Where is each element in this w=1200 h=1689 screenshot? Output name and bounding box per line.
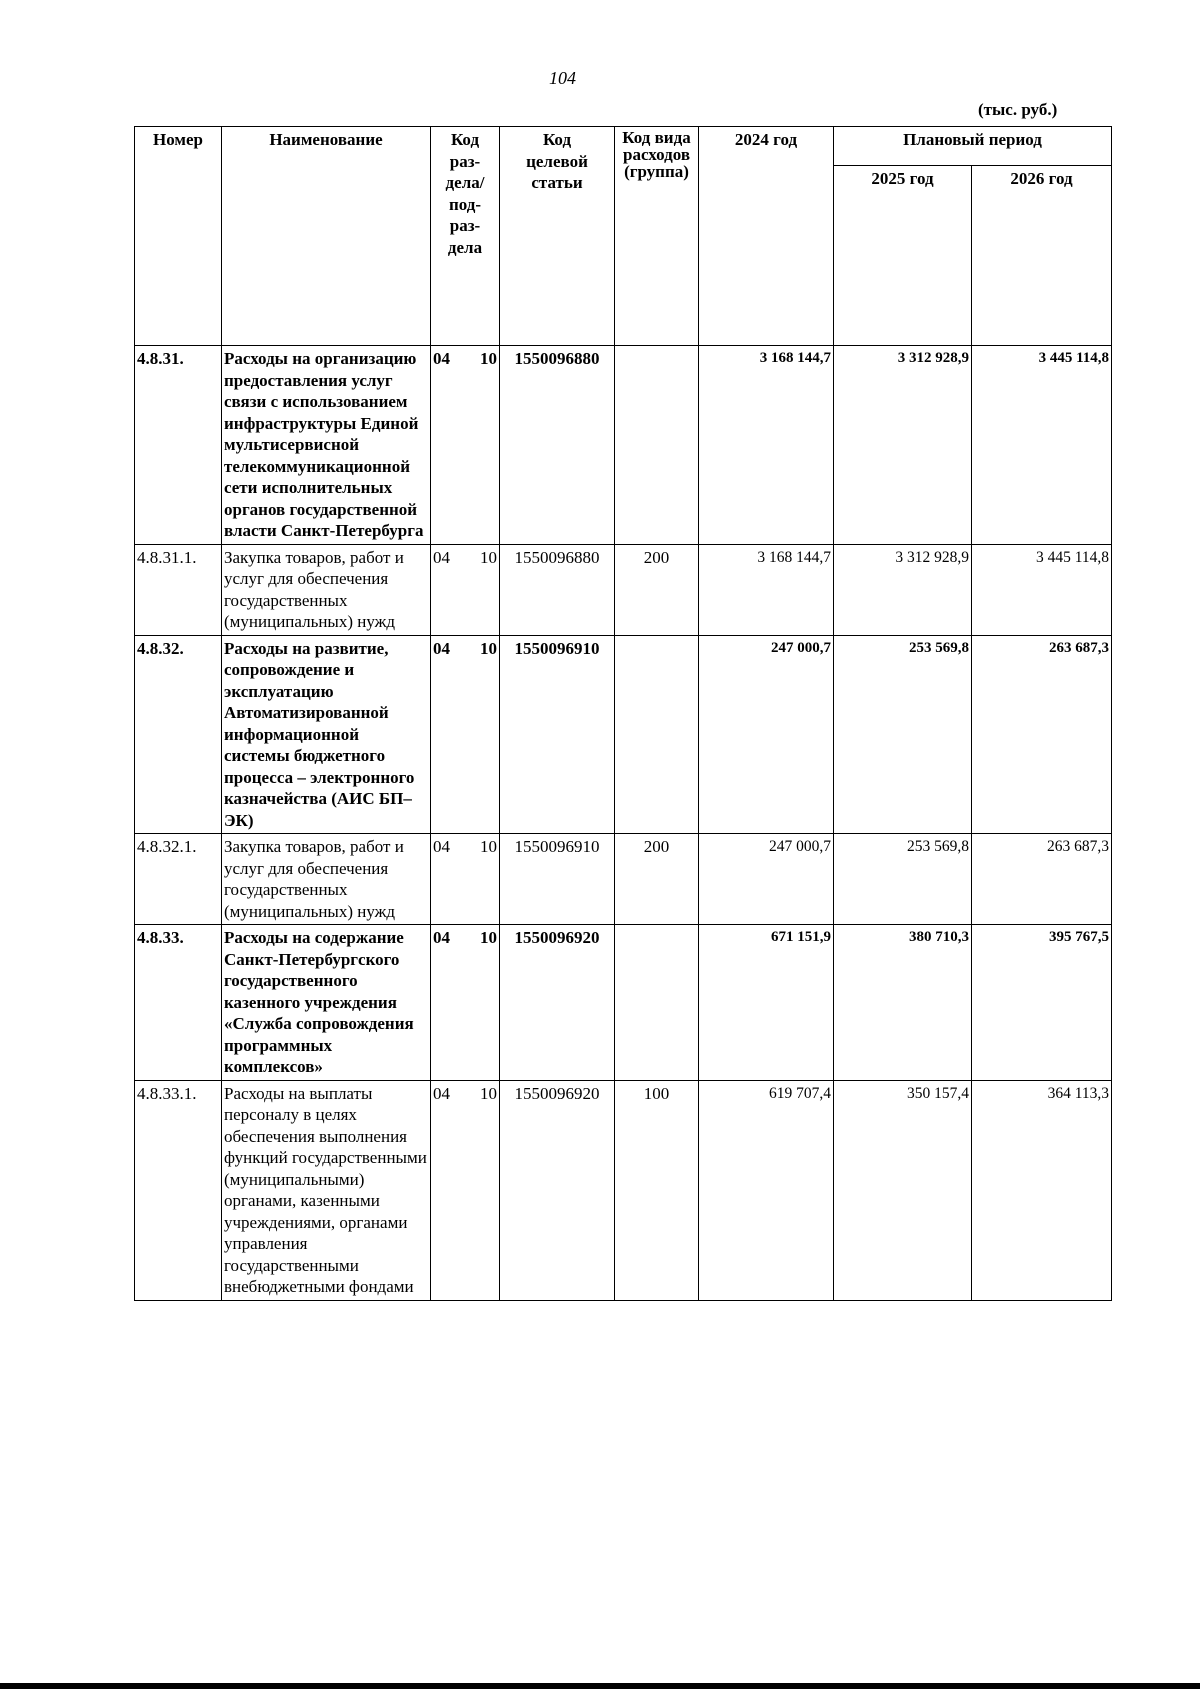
row-section [431,925,500,1081]
row-expense-type [615,346,699,545]
section-code: 04 [433,837,450,856]
row-number: 4.8.31.1. [135,544,222,635]
row-amount-2026: 3 445 114,8 [972,346,1112,545]
row-amount-2025: 350 157,4 [834,1080,972,1300]
subsection-code: 10 [480,837,497,856]
header-target: Код целевой статьи [500,127,615,346]
budget-table [134,126,1112,1301]
row-name: Расходы на организацию предоставления услуг связи с использованием инфраструктуры Единой мультисервисной телекоммуникационной сети исполнительных органов государственной власти Санкт-Петербурга [222,346,431,545]
row-amount-2026: 364 113,3 [972,1080,1112,1300]
section-code: 04 [433,638,450,658]
row-amount-2024: 3 168 144,7 [699,346,834,545]
header-section: Код раз- дела/ под- раз- дела [431,127,500,346]
row-section [431,834,500,925]
section-code: 04 [433,547,450,567]
row-target-code: 1550096880 [500,544,615,635]
row-amount-2024: 3 168 144,7 [699,544,834,635]
row-name: Закупка товаров, работ и услуг для обеспечения государственных (муниципальных) нужд [222,834,431,925]
row-section [431,544,500,635]
unit-label: (тыс. руб.) [978,100,1058,119]
row-expense-type: 200 [615,834,699,925]
header-expense-type: Код вида расходов (группа) [615,127,699,346]
row-amount-2024: 247 000,7 [699,834,834,925]
row-amount-2025: 3 312 928,9 [834,346,972,545]
section-code: 04 [433,349,450,368]
row-amount-2024: 619 707,4 [699,1080,834,1300]
row-name: Расходы на развитие, сопровождение и эксплуатацию Автоматизированной информационной системы бюджетного процесса – электронного казначейства (АИС БП–ЭК) [222,635,431,834]
row-number: 4.8.32. [135,635,222,834]
row-section [431,635,500,834]
row-target-code: 1550096910 [500,635,615,834]
row-amount-2025: 380 710,3 [834,925,972,1081]
row-number: 4.8.33. [135,925,222,1081]
header-name: Наименование [222,127,431,346]
row-number: 4.8.33.1. [135,1080,222,1300]
row-target-code: 1550096920 [500,925,615,1081]
header-year-2024: 2024 год [699,127,834,346]
row-amount-2026: 263 687,3 [972,834,1112,925]
subsection-code: 10 [480,638,497,658]
table-row [135,544,1112,635]
table-row [135,346,1112,545]
row-section [431,1080,500,1300]
row-amount-2026: 263 687,3 [972,635,1112,834]
subsection-code: 10 [480,1083,497,1103]
row-amount-2024: 247 000,7 [699,635,834,834]
row-section [431,346,500,545]
row-amount-2024: 671 151,9 [699,925,834,1081]
row-amount-2025: 253 569,8 [834,635,972,834]
header-planning-period: Плановый период [834,127,1112,166]
row-expense-type: 100 [615,1080,699,1300]
table-row [135,925,1112,1081]
section-code: 04 [433,928,450,947]
row-expense-type [615,925,699,1081]
row-target-code: 1550096880 [500,346,615,545]
row-number: 4.8.32.1. [135,834,222,925]
subsection-code: 10 [480,547,497,567]
row-amount-2026: 3 445 114,8 [972,544,1112,635]
row-name: Расходы на выплаты персоналу в целях обеспечения выполнения функций государственными (муниципальными) органами, казенными учреждениями, органами управления государственными внебюджетными фондами [222,1080,431,1300]
page-number: 104 [549,68,576,88]
header-year-2025: 2025 год [834,166,972,346]
row-number: 4.8.31. [135,346,222,545]
header-number: Номер [135,127,222,346]
header-year-2026: 2026 год [972,166,1112,346]
row-amount-2026: 395 767,5 [972,925,1112,1081]
row-target-code: 1550096920 [500,1080,615,1300]
row-expense-type [615,635,699,834]
table-row [135,635,1112,834]
row-target-code: 1550096910 [500,834,615,925]
scan-edge [0,1683,1200,1689]
table-row [135,1080,1112,1300]
subsection-code: 10 [480,928,497,947]
row-name: Закупка товаров, работ и услуг для обеспечения государственных (муниципальных) нужд [222,544,431,635]
section-code: 04 [433,1083,450,1103]
row-name: Расходы на содержание Санкт-Петербургского государственного казенного учреждения «Служба сопровождения программных комплексов» [222,925,431,1081]
table-row [135,834,1112,925]
row-amount-2025: 253 569,8 [834,834,972,925]
row-expense-type: 200 [615,544,699,635]
row-amount-2025: 3 312 928,9 [834,544,972,635]
subsection-code: 10 [480,349,497,368]
